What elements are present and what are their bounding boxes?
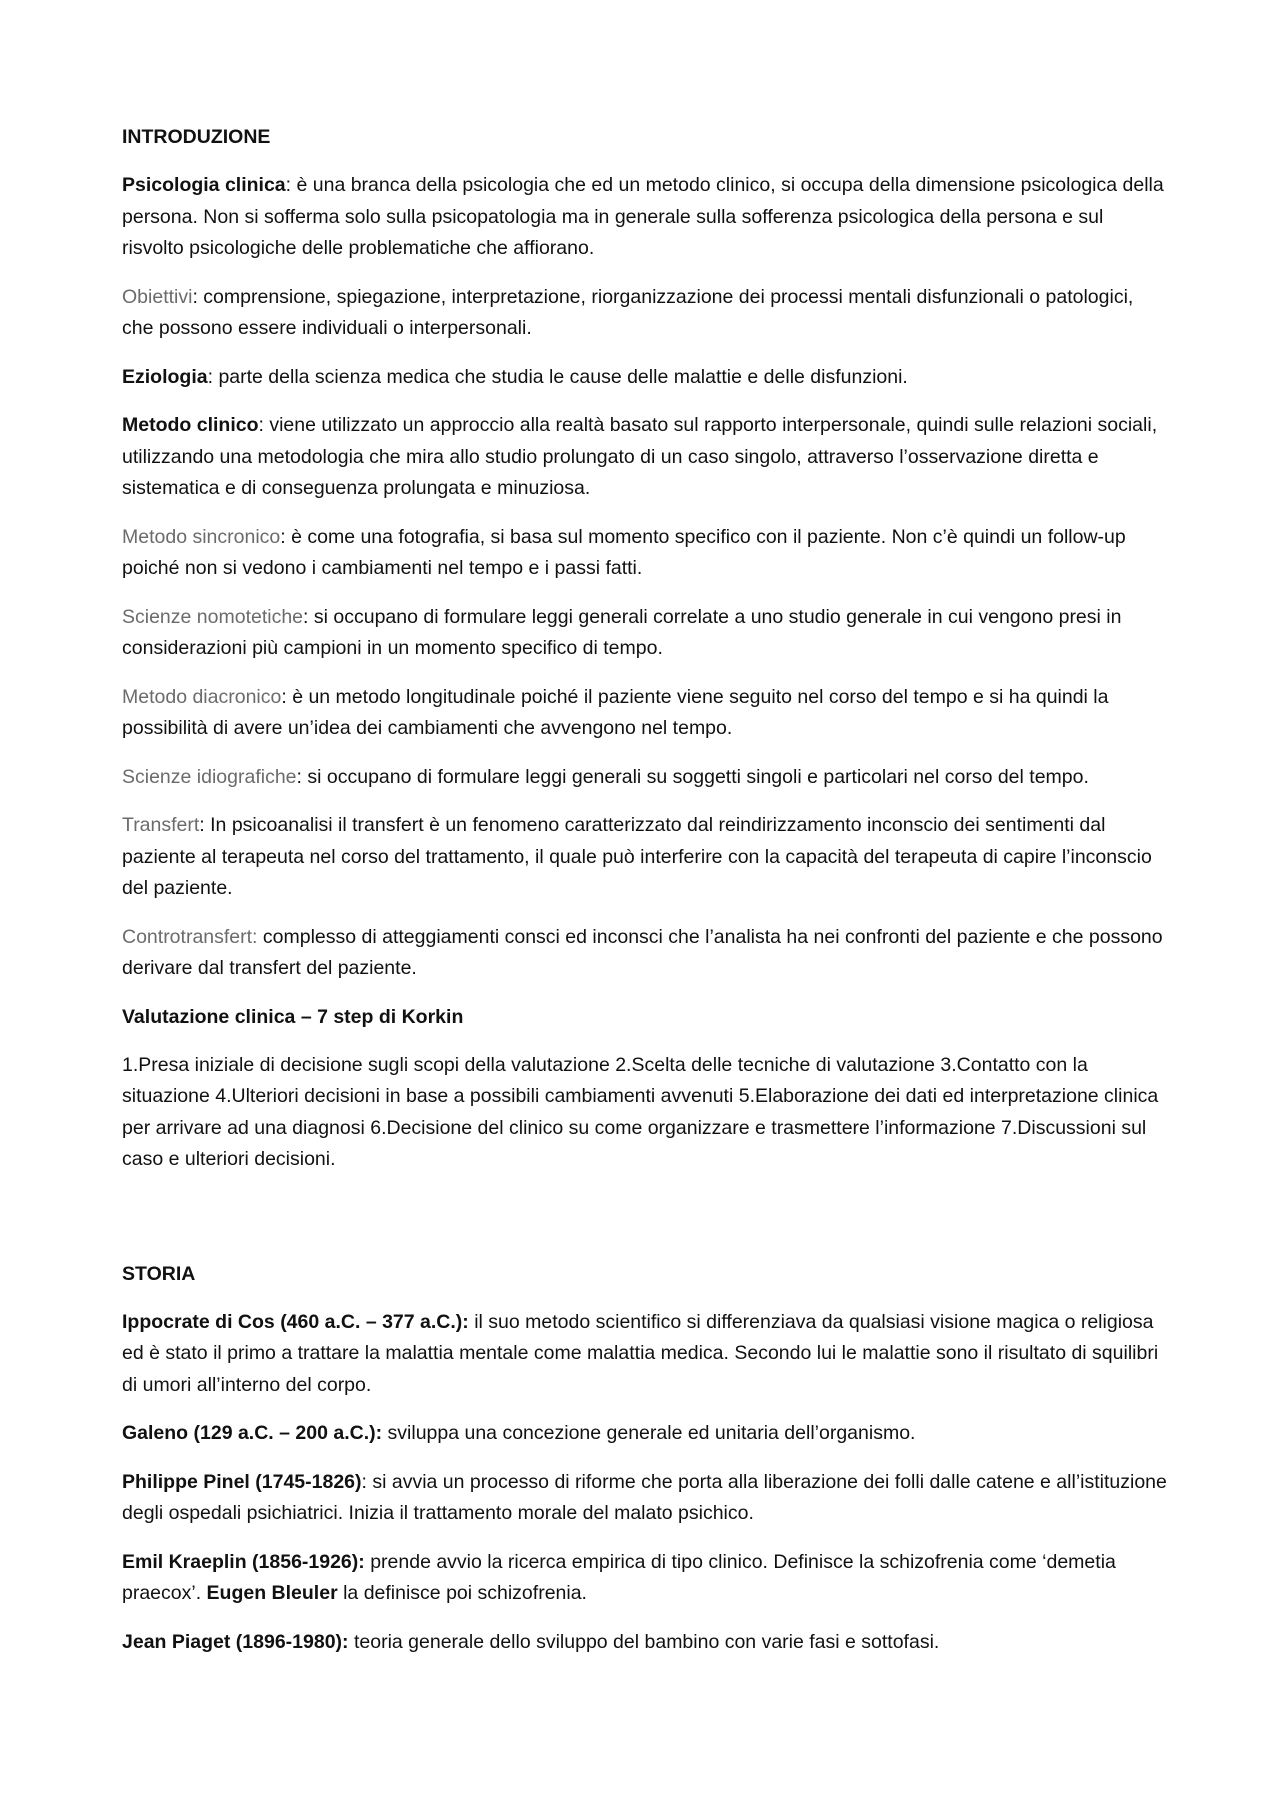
definition-term: Scienze nomotetiche	[122, 605, 304, 628]
definition-separator: :	[258, 414, 270, 436]
definition-separator: :	[207, 365, 219, 388]
history-entry-kraeplin	[122, 1547, 1170, 1610]
definition-term: Metodo clinico	[122, 414, 259, 436]
history-term: Emil Kraeplin (1856-1926):	[122, 1550, 365, 1573]
definition-scienze-nomotetiche	[122, 602, 1170, 665]
section-spacer	[122, 1193, 1170, 1259]
section-heading-introduzione: INTRODUZIONE	[122, 126, 271, 148]
history-entry-galeno	[122, 1418, 1170, 1450]
korkin-steps-paragraph: 1.Presa iniziale di decisione sugli scopi della valutazione 2.Scelta delle tecniche di valutazione 3.Contatto con la situazione 4.Ulteriori decisioni in base a possibili cambiamenti avvenuti 5.Elaborazione dei dati ed interpretazione clinica per arrivare ad una diagnosi 6.Decisione del clinico su come organizzare e trasmettere l’informazione 7.Discussioni sul caso e ulteriori decisioni.	[122, 1053, 1159, 1170]
definition-separator: :	[280, 525, 292, 548]
definition-controtransfert	[122, 922, 1170, 985]
definition-text: si occupano di formulare leggi generali su soggetti singoli e particolari nel corso del tempo.	[307, 765, 1089, 788]
definition-term: Psicologia clinica	[122, 174, 286, 196]
history-text: sviluppa una concezione generale ed unitaria dell’organismo.	[387, 1422, 916, 1444]
history-entry-ippocrate	[122, 1307, 1170, 1402]
definition-eziologia	[122, 362, 1170, 394]
definition-term: Scienze idiografiche	[122, 765, 297, 788]
definition-term: Eziologia	[122, 365, 208, 388]
history-term: Galeno (129 a.C. – 200 a.C.):	[122, 1422, 383, 1444]
definition-scienze-idiografiche	[122, 762, 1170, 794]
document-page	[122, 122, 1170, 1675]
history-text: prende avvio la ricerca empirica di tipo clinico. Definisce la schizofrenia come ‘demetia praecox’.	[122, 1550, 1116, 1604]
history-text: : si avvia un processo di riforme che porta alla liberazione dei folli dalle catene e all’istituzione degli ospedali psichiatrici. Inizia il trattamento morale del malato psichico.	[122, 1470, 1167, 1524]
definition-text: è come una fotografia, si basa sul momento specifico con il paziente. Non c’è quindi un follow-up poiché non si vedono i cambiamenti nel tempo e i passi fatti.	[122, 525, 1126, 579]
definition-text: In psicoanalisi il transfert è un fenomeno caratterizzato dal reindirizzamento inconscio dei sentimenti dal paziente al terapeuta nel corso del trattamento, il quale può interferire con la capacità del terapeuta di capire l’inconscio del paziente.	[122, 814, 1152, 899]
history-term-secondary: Eugen Bleuler	[206, 1582, 338, 1604]
history-text-secondary: la definisce poi schizofrenia.	[343, 1582, 587, 1604]
definition-separator: :	[296, 765, 308, 788]
definition-text: è un metodo longitudinale poiché il paziente viene seguito nel corso del tempo e si ha quindi la possibilità di avere un’idea dei cambiamenti che avvengono nel tempo.	[122, 685, 1109, 739]
definition-transfert	[122, 810, 1170, 905]
history-term: Philippe Pinel (1745-1826)	[122, 1470, 362, 1493]
section-heading-storia: STORIA	[122, 1262, 196, 1285]
definition-text: si occupano di formulare leggi generali correlate a uno studio generale in cui vengono presi in considerazioni più campioni in un momento specifico di tempo.	[122, 605, 1122, 659]
history-term: Jean Piaget (1896-1980):	[122, 1630, 349, 1653]
definition-text: complesso di atteggiamenti consci ed inconsci che l’analista ha nei confronti del paziente e che possono derivare dal transfert del paziente.	[122, 925, 1163, 979]
definition-term: Transfert	[122, 814, 200, 836]
definition-psicologia-clinica	[122, 170, 1170, 265]
history-entry-pinel	[122, 1467, 1170, 1530]
history-text: teoria generale dello sviluppo del bambino con varie fasi e sottofasi.	[353, 1630, 940, 1653]
definition-metodo-sincronico	[122, 522, 1170, 585]
definition-term: Obiettivi	[122, 285, 193, 308]
definition-text: comprensione, spiegazione, interpretazione, riorganizzazione dei processi mentali disfunzionali o patologici, che possono essere individuali o interpersonali.	[122, 285, 1134, 339]
definition-metodo-diacronico	[122, 682, 1170, 745]
definition-separator: :	[199, 814, 211, 836]
definition-separator: :	[281, 685, 293, 708]
definition-separator: :	[285, 174, 297, 196]
definition-text: parte della scienza medica che studia le cause delle malattie e delle disfunzioni.	[218, 365, 908, 388]
definition-text: è una branca della psicologia che ed un metodo clinico, si occupa della dimensione psicologica della persona. Non si sofferma solo sulla psicopatologia ma in generale sulla sofferenza psicologica della persona e sul risvolto psicologiche delle problematiche che affiorano.	[122, 174, 1164, 259]
definition-text: viene utilizzato un approccio alla realtà basato sul rapporto interpersonale, quindi sulle relazioni sociali, utilizzando una metodologia che mira allo studio prolungato di un caso singolo, attraverso l’osservazione diretta e sistematica e di conseguenza prolungata e minuziosa.	[122, 414, 1158, 499]
definition-term: Metodo diacronico	[122, 685, 282, 708]
definition-term: Controtransfert:	[122, 925, 258, 948]
definition-term: Metodo sincronico	[122, 525, 281, 548]
korkin-heading: Valutazione clinica – 7 step di Korkin	[122, 1005, 464, 1028]
history-text: il suo metodo scientifico si differenziava da qualsiasi visione magica o religiosa ed è stato il primo a trattare la malattia mentale come malattia medica. Secondo lui le malattie sono il risultato di squilibri di umori all’interno del corpo.	[122, 1310, 1159, 1396]
definition-separator: :	[192, 285, 204, 308]
definition-obiettivi	[122, 282, 1170, 345]
definition-separator: :	[303, 605, 314, 628]
history-term: Ippocrate di Cos (460 a.C. – 377 a.C.):	[122, 1310, 469, 1333]
history-entry-piaget	[122, 1627, 1170, 1659]
definition-metodo-clinico	[122, 410, 1170, 505]
